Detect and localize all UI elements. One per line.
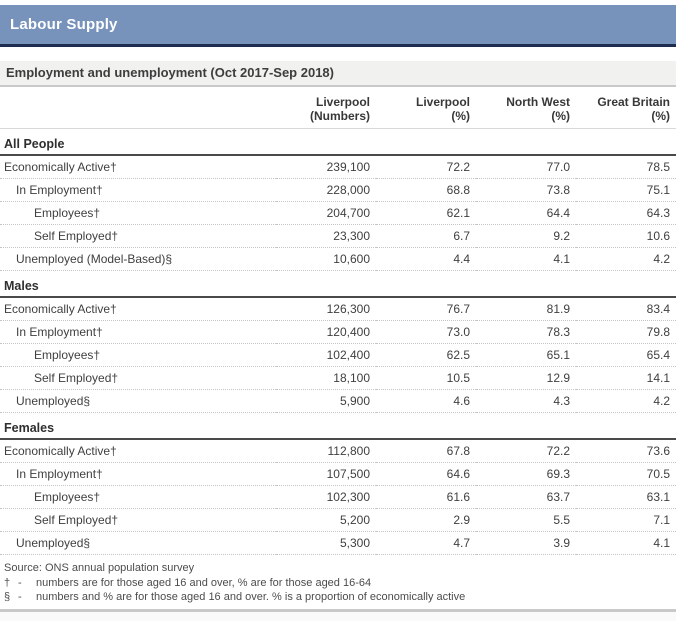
cell-value: 102,400 (276, 344, 376, 367)
section-header-row (0, 413, 676, 440)
cell-value: 72.2 (376, 155, 476, 179)
footnote-symbol: † (4, 577, 11, 589)
column-header-liverpool-pct (376, 93, 476, 129)
cell-value: 5,900 (276, 390, 376, 413)
cell-value: 78.3 (476, 321, 576, 344)
table-row (0, 344, 676, 367)
table-row (0, 367, 676, 390)
cell-value: 83.4 (576, 297, 676, 321)
footnote-dagger (0, 576, 676, 590)
cell-value: 70.5 (576, 463, 676, 486)
cell-value: 3.9 (476, 532, 576, 555)
section-group-title: All People (0, 129, 676, 156)
source-note: Source: ONS annual population survey (4, 562, 195, 574)
row-label: Employees† (0, 202, 276, 225)
row-label: Unemployed§ (0, 532, 276, 555)
cell-value: 65.1 (476, 344, 576, 367)
row-label: In Employment† (0, 321, 276, 344)
column-header-line1: North West (506, 95, 570, 109)
footnote-separator: - (18, 591, 22, 603)
cell-value: 64.6 (376, 463, 476, 486)
section-group-title: Females (0, 413, 676, 440)
cell-value: 23,300 (276, 225, 376, 248)
cell-value: 2.9 (376, 509, 476, 532)
cell-value: 4.3 (476, 390, 576, 413)
cell-value: 9.2 (476, 225, 576, 248)
table-row (0, 390, 676, 413)
footnote-section-sign (0, 590, 676, 604)
table-row (0, 155, 676, 179)
cell-value: 228,000 (276, 179, 376, 202)
cell-value: 62.5 (376, 344, 476, 367)
row-label: Self Employed† (0, 225, 276, 248)
cell-value: 10.5 (376, 367, 476, 390)
cell-value: 64.4 (476, 202, 576, 225)
column-header-line1: Great Britain (597, 95, 670, 109)
section-header-row (0, 129, 676, 156)
column-header-liverpool-numbers (276, 93, 376, 129)
label-column-header (0, 93, 276, 129)
row-label: Economically Active† (0, 297, 276, 321)
cell-value: 112,800 (276, 439, 376, 463)
section-banner (0, 5, 676, 47)
cell-value: 102,300 (276, 486, 376, 509)
cell-value: 204,700 (276, 202, 376, 225)
cell-value: 239,100 (276, 155, 376, 179)
cell-value: 63.7 (476, 486, 576, 509)
table-row (0, 225, 676, 248)
cell-value: 7.1 (576, 509, 676, 532)
footnote-text: numbers and % are for those aged 16 and over. % is a proportion of economically active (36, 591, 466, 603)
table-row (0, 486, 676, 509)
cell-value: 64.3 (576, 202, 676, 225)
cell-value: 5,200 (276, 509, 376, 532)
column-header-line1: Liverpool (315, 95, 370, 109)
row-label: Unemployed (Model-Based)§ (0, 248, 276, 271)
labour-supply-page (0, 5, 676, 603)
cell-value: 4.1 (476, 248, 576, 271)
cell-value: 6.7 (376, 225, 476, 248)
footnote-text: numbers are for those aged 16 and over, % are for those aged 16-64 (36, 577, 372, 589)
cell-value: 4.2 (576, 390, 676, 413)
cell-value: 4.6 (376, 390, 476, 413)
cell-value: 77.0 (476, 155, 576, 179)
cell-value: 120,400 (276, 321, 376, 344)
subsection-header (0, 61, 676, 87)
cell-value: 4.4 (376, 248, 476, 271)
column-header-great-britain-pct (576, 93, 676, 129)
column-header-line2: (%) (451, 109, 470, 123)
section-header-row (0, 271, 676, 298)
cell-value: 126,300 (276, 297, 376, 321)
row-label: Self Employed† (0, 367, 276, 390)
cell-value: 73.0 (376, 321, 476, 344)
row-label: In Employment† (0, 463, 276, 486)
column-header-line2: (%) (551, 109, 570, 123)
cell-value: 75.1 (576, 179, 676, 202)
cell-value: 62.1 (376, 202, 476, 225)
row-label: Unemployed§ (0, 390, 276, 413)
table-row (0, 509, 676, 532)
row-label: Self Employed† (0, 509, 276, 532)
cell-value: 5.5 (476, 509, 576, 532)
cell-value: 14.1 (576, 367, 676, 390)
footnote-separator: - (18, 577, 22, 589)
table-row (0, 179, 676, 202)
cell-value: 73.8 (476, 179, 576, 202)
cell-value: 69.3 (476, 463, 576, 486)
cell-value: 10,600 (276, 248, 376, 271)
bottom-divider (0, 609, 676, 621)
cell-value: 12.9 (476, 367, 576, 390)
cell-value: 10.6 (576, 225, 676, 248)
cell-value: 72.2 (476, 439, 576, 463)
cell-value: 65.4 (576, 344, 676, 367)
table-row (0, 463, 676, 486)
table-row (0, 202, 676, 225)
cell-value: 67.8 (376, 439, 476, 463)
row-label: Employees† (0, 344, 276, 367)
cell-value: 79.8 (576, 321, 676, 344)
cell-value: 76.7 (376, 297, 476, 321)
cell-value: 63.1 (576, 486, 676, 509)
cell-value: 4.7 (376, 532, 476, 555)
row-label: Economically Active† (0, 439, 276, 463)
table-row (0, 248, 676, 271)
cell-value: 61.6 (376, 486, 476, 509)
employment-table (0, 93, 676, 555)
column-header-north-west-pct (476, 93, 576, 129)
table-row (0, 532, 676, 555)
cell-value: 78.5 (576, 155, 676, 179)
cell-value: 81.9 (476, 297, 576, 321)
cell-value: 107,500 (276, 463, 376, 486)
table-row (0, 297, 676, 321)
table-row (0, 321, 676, 344)
row-label: In Employment† (0, 179, 276, 202)
column-header-line2: (Numbers) (309, 109, 370, 123)
cell-value: 18,100 (276, 367, 376, 390)
subsection-title: Employment and unemployment (Oct 2017-Sep 2018) (6, 65, 334, 80)
footnote-symbol: § (4, 591, 11, 603)
cell-value: 68.8 (376, 179, 476, 202)
section-group-title: Males (0, 271, 676, 298)
row-label: Economically Active† (0, 155, 276, 179)
cell-value: 4.2 (576, 248, 676, 271)
cell-value: 4.1 (576, 532, 676, 555)
page-title: Labour Supply (10, 16, 118, 33)
cell-value: 73.6 (576, 439, 676, 463)
column-header-line1: Liverpool (415, 95, 470, 109)
table-row (0, 439, 676, 463)
column-header-line2: (%) (651, 109, 670, 123)
cell-value: 5,300 (276, 532, 376, 555)
table-body (0, 129, 676, 555)
row-label: Employees† (0, 486, 276, 509)
column-header-row (0, 93, 676, 129)
